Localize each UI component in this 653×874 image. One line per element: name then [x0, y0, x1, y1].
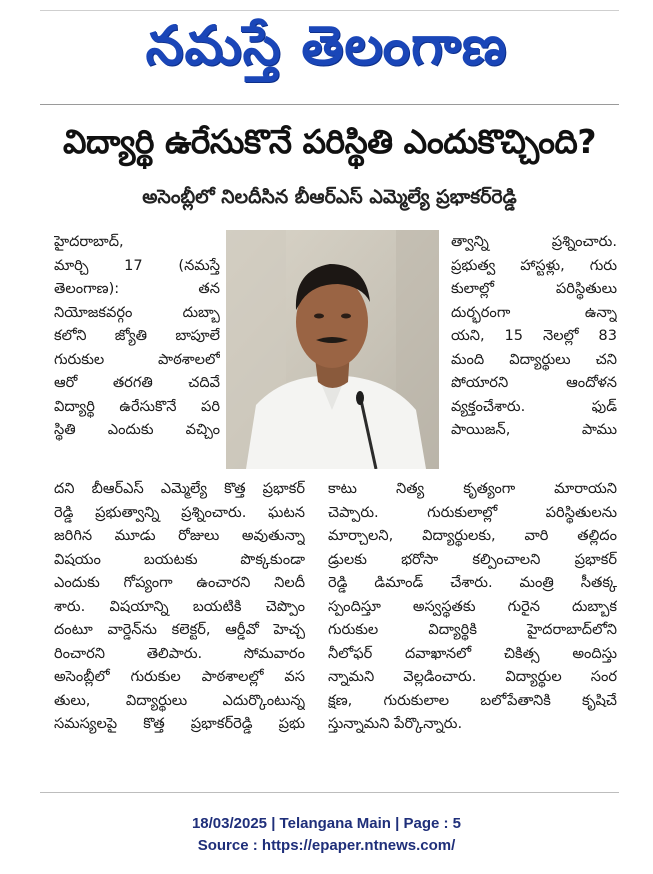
text-line: ప్రభుత్వ హాస్టళ్లు, గురు — [451, 256, 617, 274]
text-line: క్షణ, గురుకులాల బలోపేతానికి కృషిచే — [328, 691, 617, 709]
headline-block — [40, 120, 619, 170]
text-line: వ్యక్తంచేశారు. ఫుడ్ — [451, 397, 617, 415]
text-line: స్థితి ఎందుకు వచ్చిం — [54, 421, 220, 438]
text-line: న్నామని వెల్లడించారు. విద్యార్థుల సంర — [328, 668, 617, 685]
text-line: గురుకుల విద్యార్థికి హైదరాబాద్‌లోని — [328, 621, 617, 638]
text-line: యని, 15 నెలల్లో 83 — [451, 327, 617, 344]
article-column-right-wide — [328, 477, 617, 736]
text-line: ఆరో తరగతి చదివే — [54, 374, 220, 391]
subheadline: అసెంబ్లీలో నిలదీసిన బీఆర్‌ఎస్ ఎమ్మెల్యే ప్రభాకర్‌రెడ్డి — [142, 185, 517, 208]
text-line: విద్యార్థి ఉరేసుకొనే పరి — [54, 397, 220, 415]
text-line: కులాల్లో పరిస్థితులు — [451, 280, 617, 297]
text-line: రెడ్డి డిమాండ్ చేశారు. మంత్రి సీతక్క — [328, 574, 617, 591]
headline: విద్యార్థి ఉరేసుకొనే పరిస్థితి ఎందుకొచ్చింది? — [63, 121, 596, 161]
text-line: గురుకుల పాఠశాలలో — [54, 350, 220, 368]
text-line: జరిగిన మూడు రోజులు అవుతున్నా — [54, 527, 305, 544]
subheadline-block — [40, 182, 619, 216]
bottom-border — [40, 792, 619, 793]
footer-date-page: 18/03/2025 | Telangana Main | Page : 5 — [191, 815, 462, 832]
masthead-logo: నమస్తే తెలంగాణ — [145, 14, 508, 77]
mla-photo — [226, 230, 439, 469]
text-line: ఎందుకు గోప్యంగా ఉంచారని నిలదీ — [54, 574, 305, 591]
text-line: మంది విద్యార్థులు చని — [451, 350, 617, 368]
text-line: స్తున్నామని పేర్కొన్నారు. — [328, 715, 463, 732]
portrait-image — [226, 230, 439, 469]
text-line: తులు, విద్యార్థులు ఎదుర్కొంటున్న — [54, 691, 305, 709]
text-line: తెలంగాణ): తన — [54, 280, 220, 297]
text-line: మార్చాలని, విద్యార్థులకు, వారి తల్లిదం — [328, 527, 617, 544]
text-line: సమస్యలపై కొత్త ప్రభాకర్‌రెడ్డి ప్రభు — [54, 715, 305, 732]
text-line: స్పందిస్తూ అస్వస్థతకు గురైన దుబ్బాక — [328, 597, 617, 615]
article-column-right-top — [451, 230, 617, 442]
text-line: హైదరాబాద్, — [54, 233, 124, 250]
text-line: పాయిజన్, పాము — [451, 421, 617, 438]
text-line: శారు. విషయాన్ని బయటికి చెప్పొం — [54, 597, 305, 615]
text-line: రించారని తెలిపారు. సోమవారం — [54, 644, 305, 662]
text-line: దంటూ వార్డెన్‌ను కలెక్టర్, ఆర్డీవో హెచ్చ — [54, 621, 305, 638]
text-line: దుర్భరంగా ఉన్నా — [451, 303, 617, 321]
masthead-divider — [40, 104, 619, 105]
text-line: కలోని జ్యోతి బాపూలే — [54, 327, 220, 344]
masthead — [0, 10, 653, 95]
text-line: నియోజకవర్గం దుబ్బా — [54, 303, 220, 321]
text-line: డ్రులకు భరోసా కల్పించాలని ప్రభాకర్ — [328, 550, 617, 568]
text-line: చెప్పారు. గురుకులాల్లో పరిస్థితులను — [328, 503, 617, 521]
text-line: రెడ్డి ప్రభుత్వాన్ని ప్రశ్నించారు. ఘటన — [54, 503, 305, 521]
text-line: విషయం బయటకు పొక్కకుండా — [54, 550, 305, 568]
text-line: పోయారని ఆందోళన — [451, 374, 617, 391]
text-line: కాటు నిత్య కృత్యంగా మారాయని — [328, 480, 617, 497]
text-line: మార్చి 17 (నమస్తే — [54, 256, 220, 274]
text-line: అసెంబ్లీలో గురుకుల పాఠశాలల్లో వస — [54, 668, 305, 685]
text-line: నీలోఫర్ దవాఖానలో చికిత్స అందిస్తు — [328, 644, 617, 662]
text-line: త్వాన్ని ప్రశ్నించారు. — [451, 233, 617, 250]
text-line: దని బీఆర్‌ఎస్ ఎమ్మెల్యే కొత్త ప్రభాకర్ — [54, 480, 305, 497]
article-column-left-wide — [54, 477, 305, 736]
footer-source-link[interactable]: Source : https://epaper.ntnews.com/ — [197, 837, 456, 854]
article-column-left — [54, 230, 220, 442]
